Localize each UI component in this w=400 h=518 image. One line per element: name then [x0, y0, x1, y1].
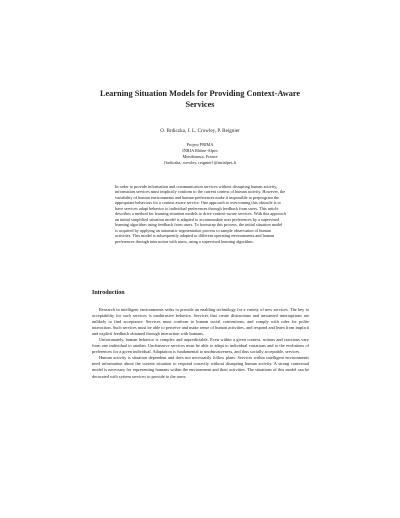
introduction-body [92, 307, 309, 380]
affiliation-line: Project PRIMA [186, 142, 214, 147]
affiliation-email: {brdiczka, crowley, reignier}@inrialpes.fr [163, 159, 237, 165]
body-paragraph: Human activity is situation dependent and does not necessarily follow plans. Services within intelligent environments need information about the current situation to respond correctly without disrupting human activity. A strong contextual model is necessary for representing humans within the environment and their activities. The situations of this model can be decorated with system services to provide to the users [92, 355, 309, 379]
abstract: In order to provide information and communication services without disrupting human activity, information services must implicitly conform to the current context of human activity. However, the variability of human environments and human preferences make it impossible to preprogram the appropriate behaviors for a context aware service. One approach to overcoming this obstacle is to have services adapt behavior to individual preferences through feedback from users. This article describes a method for learning situation models to drive context-aware services. With this approach an initial simplified situation model is adapted to accommodate user preferences by a supervised learning algorithm using feedback from users. To bootstrap this process, the initial situation model is acquired by applying an automatic segmentation process to sample observation of human activities. This model is subsequently adapted to different operating environments and human preferences through interaction with users, using a supervised learning algorithm. [115, 184, 286, 244]
authors-line: O. Brdiczka, J. L. Crowley, P. Reignier [160, 128, 240, 134]
affiliation-line: INRIA Rhône-Alpes [182, 147, 218, 153]
body-paragraph: Research in intelligent environments seeks to provide an enabling technology for a variety of new services. The key to acceptability for such services is unobtrusive behavior. Services that create distractions and unwanted interruptions are unlikely to find acceptance. Services must conform to human social conventions, and comply with rules for polite interaction. Such services must be able to perceive and make sense of human activities, and respond and learn from implicit and explicit feedback obtained through interaction with humans. [92, 307, 309, 337]
section-heading-introduction: Introduction [92, 290, 125, 296]
affiliation-line: Montbonnot, France [182, 153, 218, 159]
affiliation-block [100, 142, 300, 166]
paper-title: Learning Situation Models for Providing Context-Aware Services [99, 89, 301, 109]
body-paragraph: Unfortunately, human behavior is complex and unpredictable. Even within a given context, actions and reactions vary from one individual to another. Unobtrusive services must be able to adapt to individual variations and to the evolutions of preferences for a given individual. Adaptation is fundamental to unobtrusiveness, and thus socially acceptable, services. [92, 337, 309, 355]
author-list [100, 128, 300, 135]
